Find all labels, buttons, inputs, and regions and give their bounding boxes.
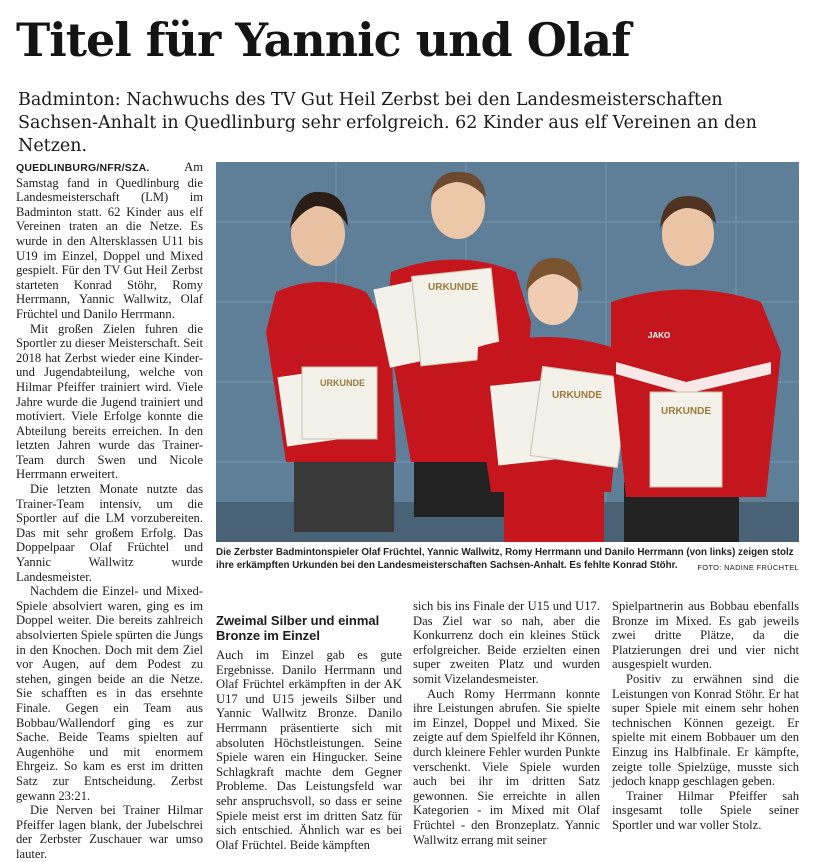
certificate-title: URKUNDE: [661, 406, 711, 417]
paragraph: Auch im Einzel gab es gute Ergebnisse. Danilo Herrmann und Olaf Früchtel erkämpften in der AK U17 und U15 jeweils Silber und Yannic Wallwitz Bronze. Danilo Herrmann präsentierte sich mit absoluten Höchstleistungen. Seine Spiele waren ein Hingucker. Seine Schlagkraft machte dem Gegner Probleme. Das Leistungsfeld war sehr anspruchsvoll, so dass er seine Spiele meist erst im dritten Satz für sich entschied. Ähnlich war es bei Olaf Früchtel. Beide kämpften: [216, 648, 402, 852]
article-column-3: [413, 599, 600, 847]
paragraph: sich bis ins Finale der U15 und U17. Das Ziel war so nah, aber die Konkurrenz doch ein kleines Stück erfolgreicher. Beide erzielten einen super zweiten Platz und wurden somit Vizelandesmeister.: [413, 599, 600, 686]
caption-text: Die Zerbster Badmintonspieler Olaf Früchtel, Yannic Wallwitz, Romy Herrmann und Danilo Herrmann (von links) zeigen stolz ihre erkämpften Urkunden bei den Landesmeisterschaften Sachsen-Anhalt. Es fehlte Konrad Stöhr.: [216, 547, 794, 571]
certificate-title: URKUNDE: [320, 378, 365, 388]
paragraph: Positiv zu erwähnen sind die Leistungen von Konrad Stöhr. Er hat super Spiele mit einem sehr hohen technischen Können gezeigt. Er spielte mit einem Bobbauer um den Einzug ins Halbfinale. Er kämpfte, zeigte tolle Spielzüge, musste sich jedoch knapp geschlagen geben.: [612, 671, 799, 789]
jersey-brand: JAKO: [648, 331, 671, 340]
dateline: QUEDLINBURG/NFR/SZA.: [16, 162, 150, 174]
paragraph: Die letzten Monate nutzte das Trainer-Team intensiv, um die Sportler auf die LM vorzubereiten. Das mit sehr großem Erfolg. Das Doppelpaar Olaf Früchtel und Yannic Wallwitz wurde Landesmeister.: [16, 482, 203, 584]
section-heading: Zweimal Silber und einmal Bronze im Einzel: [216, 613, 380, 643]
paragraph: Auch Romy Herrmann konnte ihre Leistungen abrufen. Sie spielte im Einzel, Doppel und Mixed. Sie zeigte auf dem Spielfeld ihr Können, durch kleinere Fehler wurden Punkte verschenkt. Viele Spiele wurden auch bei ihr im dritten Satz gewonnen. Sie erreichte in allen Kategorien - im Mixed mit Olaf Früchtel - den Bronzeplatz. Yannic Wallwitz errang mit seiner: [413, 686, 600, 847]
article-subheadline: Badminton: Nachwuchs des TV Gut Heil Zerbst bei den Landesmeisterschaften Sachsen-Anhalt in Quedlinburg sehr erfolgreich. 62 Kinder aus elf Vereinen an den Netzen.: [18, 90, 757, 156]
paragraph: Spielpartnerin aus Bobbau ebenfalls Bronze im Mixed. Es gab jeweils zwei dritte Plätze, da die Platzierungen drei und vier nicht ausgespielt wurden.: [612, 599, 799, 672]
article-column-2: [216, 613, 402, 852]
certificate-title: URKUNDE: [552, 390, 602, 401]
article-column-1: [16, 160, 203, 862]
photo-caption: [216, 547, 799, 574]
paragraph: Mit großen Zielen fuhren die Sportler zu dieser Meisterschaft. Seit 2018 hat Zerbst wieder eine Kinder- und Jugendabteilung, welche von Hilmar Pfeiffer trainiert wird. Viele Jahre wurde die Jugend trainiert und motiviert. Viele Erfolge konnte die Abteilung bereits erreichen. In den letzten Jahren wurde das Trainer-Team durch Swen und Nicole Herrmann erweitert.: [16, 321, 203, 482]
paragraph: Trainer Hilmar Pfeiffer sah insgesamt tolle Spiele seiner Sportler und war voller Stolz.: [612, 788, 799, 832]
certificate-title: URKUNDE: [428, 282, 478, 293]
photo-credit: FOTO: NADINE FRÜCHTEL: [697, 562, 799, 572]
paragraph: Nachdem die Einzel- und Mixed-Spiele absolviert waren, ging es im Doppel weiter. Die bereits zahlreich absolvierten Spiele spürten die Jungs in den Knochen. Doch mit dem Ziel vor Augen, auf dem Podest zu stehen, gingen beide an die Netze. Sie schafften es in das ersehnte Finale. Gegen ein Team aus Bobbau/Wallendorf ging es zur Sache. Beide Teams spielten auf Augenhöhe und mit enormem Ehrgeiz. So kam es erst im dritten Satz zur Entscheidung. Zerbst gewann 23:21.: [16, 584, 203, 803]
article-headline: Titel für Yannic und Olaf: [16, 13, 630, 67]
paragraph: QUEDLINBURG/NFR/SZA. Am Samstag fand in Quedlinburg die Landesmeisterschaft (LM) im Badminton statt. 62 Kinder aus elf Vereinen traten an die Netze. Es wurde in den Altersklassen U11 bis U19 im Einzel, Doppel und Mixed gespielt. Für den TV Gut Heil Zerbst starteten Konrad Stöhr, Romy Herrmann, Yannic Wallwitz, Olaf Früchtel und Danilo Herrmann.: [16, 160, 203, 321]
article-column-4: [612, 599, 799, 833]
team-photo: [216, 162, 799, 542]
paragraph: Die Nerven bei Trainer Hilmar Pfeiffer lagen blank, der Jubelschrei der Zerbster Zuschauer war umso lauter.: [16, 803, 203, 861]
